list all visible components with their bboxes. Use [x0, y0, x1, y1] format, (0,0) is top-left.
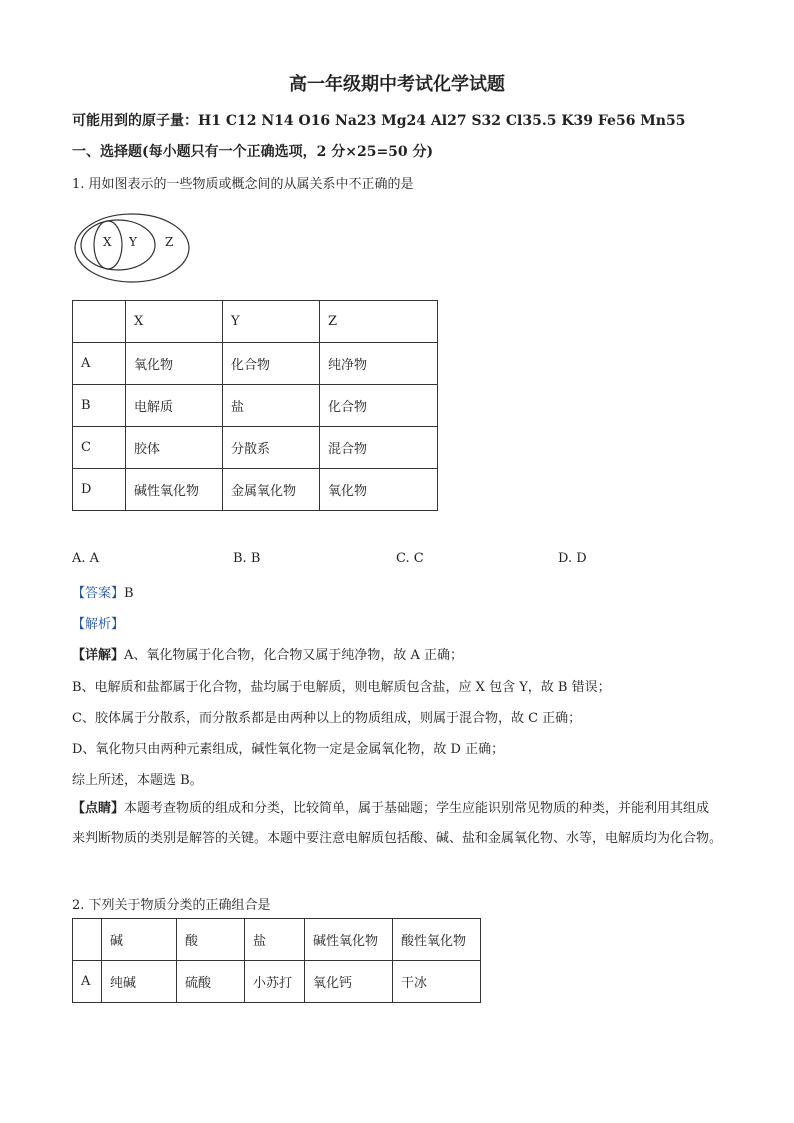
table-row — [73, 469, 438, 511]
venn-label-y: Y — [129, 235, 137, 249]
analysis-line — [72, 613, 124, 632]
table-cell: 小苏打 — [245, 961, 305, 1003]
detail-line: 综上所述，本题选 B。 — [72, 773, 203, 788]
option-b: B. B — [233, 551, 261, 566]
table-cell: 硫酸 — [177, 961, 245, 1003]
table-cell: 碱性氧化物 — [305, 919, 393, 961]
answer-line — [72, 582, 134, 601]
question-2-table — [72, 918, 481, 1003]
atomic-masses-line: 可能用到的原子量：H1 C12 N14 O16 Na23 Mg24 Al27 S32 Cl35.5 K39 Fe56 Mn55 — [72, 113, 686, 129]
table-cell: 纯净物 — [320, 343, 438, 385]
question-2-stem: 2. 下列关于物质分类的正确组合是 — [72, 898, 271, 913]
table-cell: 酸性氧化物 — [393, 919, 481, 961]
document-title: 高一年级期中考试化学试题 — [289, 74, 505, 95]
table-header-row — [73, 919, 481, 961]
detail-text: A、氧化物属于化合物，化合物又属于纯净物，故 A 正确； — [124, 648, 464, 663]
section-heading: 一、选择题(每小题只有一个正确选项，2 分×25=50 分) — [72, 144, 434, 160]
table-cell: 氧化物 — [320, 469, 438, 511]
table-cell: 酸 — [177, 919, 245, 961]
venn-label-z: Z — [165, 235, 174, 249]
note-paragraph — [72, 794, 722, 854]
table-cell: 纯碱 — [102, 961, 177, 1003]
table-row — [73, 385, 438, 427]
question-1-table — [72, 300, 438, 511]
table-header-row — [73, 301, 438, 343]
table-cell: 氧化钙 — [305, 961, 393, 1003]
table-cell — [73, 919, 102, 961]
table-cell: Y — [223, 301, 320, 343]
detail-line: B、电解质和盐都属于化合物，盐均属于电解质，则电解质包含盐，应 X 包含 Y，故 B 错误； — [72, 680, 611, 695]
detail-tag: 【详解】 — [72, 648, 125, 663]
table-cell: 干冰 — [393, 961, 481, 1003]
answer-tag: 【答案】 — [72, 586, 125, 601]
table-cell — [73, 301, 126, 343]
venn-diagram — [72, 212, 192, 287]
detail-line: D、氧化物只由两种元素组成，碱性氧化物一定是金属氧化物，故 D 正确； — [72, 742, 505, 757]
table-cell: 盐 — [245, 919, 305, 961]
table-row — [73, 343, 438, 385]
detail-line: C、胶体属于分散系，而分散系都是由两种以上的物质组成，则属于混合物，故 C 正确； — [72, 711, 582, 726]
table-cell: B — [73, 385, 126, 427]
answer-value: B — [124, 586, 134, 601]
table-cell: A — [73, 961, 102, 1003]
detail-line — [72, 644, 463, 663]
table-row — [73, 961, 481, 1003]
option-d: D. D — [558, 551, 587, 566]
table-cell: 碱 — [102, 919, 177, 961]
table-cell: 盐 — [223, 385, 320, 427]
table-cell: A — [73, 343, 126, 385]
table-cell: 氧化物 — [126, 343, 223, 385]
table-cell: 碱性氧化物 — [126, 469, 223, 511]
question-1-stem: 1. 用如图表示的一些物质或概念间的从属关系中不正确的是 — [72, 177, 414, 192]
table-cell: 混合物 — [320, 427, 438, 469]
table-cell: 分散系 — [223, 427, 320, 469]
table-row — [73, 427, 438, 469]
note-text: 本题考查物质的组成和分类，比较简单，属于基础题；学生应能识别常见物质的种类，并能利用其组成来判断物质的类别是解答的关键。本题中要注意电解质包括酸、碱、盐和金属氧化物、水等，电解质均为化合物。 — [72, 801, 723, 846]
table-cell: 金属氧化物 — [223, 469, 320, 511]
note-tag: 【点睛】 — [72, 801, 125, 816]
table-cell: X — [126, 301, 223, 343]
table-cell: 胶体 — [126, 427, 223, 469]
table-cell: D — [73, 469, 126, 511]
venn-label-x: X — [103, 235, 112, 249]
analysis-tag: 【解析】 — [72, 617, 125, 632]
table-cell: C — [73, 427, 126, 469]
option-a: A. A — [72, 551, 100, 566]
table-cell: 化合物 — [223, 343, 320, 385]
option-c: C. C — [396, 551, 424, 566]
table-cell: Z — [320, 301, 438, 343]
table-cell: 化合物 — [320, 385, 438, 427]
table-cell: 电解质 — [126, 385, 223, 427]
